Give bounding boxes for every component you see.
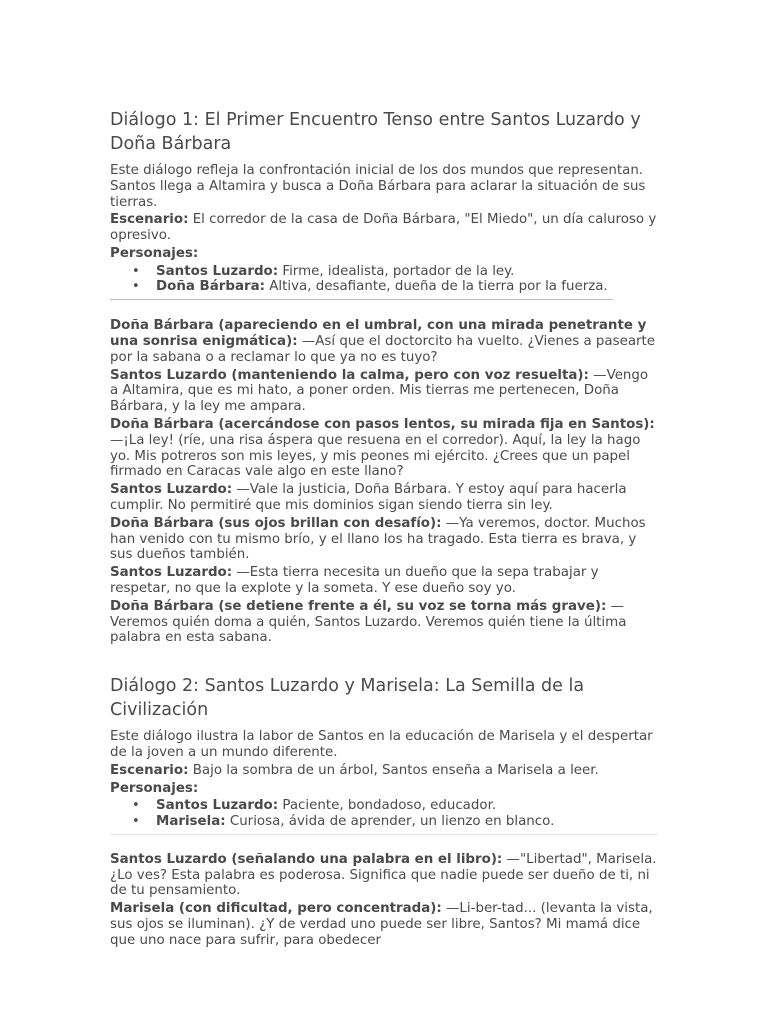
section-1-characters-label: Personajes: — [110, 245, 199, 261]
speaker: Santos Luzardo (señalando una palabra en el libro): — [110, 851, 503, 867]
list-item — [156, 814, 658, 829]
character-name: Doña Bárbara: — [156, 278, 266, 294]
speaker: Santos Luzardo: — [110, 565, 233, 581]
section-2-character-list — [110, 798, 658, 828]
section-2-scene — [110, 763, 658, 779]
character-desc: Curiosa, ávida de aprender, un lienzo en blanco. — [225, 813, 555, 829]
line-text: —"Libertad", Marisela. ¿Lo ves? Esta palabra es poderosa. Significa que nadie puede ser dueño de ti, ni de tu pensamiento. — [110, 851, 657, 899]
list-item — [156, 279, 658, 294]
dialogue-line — [110, 417, 658, 480]
speaker: Doña Bárbara (apareciendo en el umbral, con una mirada penetrante y una sonrisa enigmática): — [110, 318, 647, 349]
section-1-intro: Este diálogo refleja la confrontación inicial de los dos mundos que representan. Santos llega a Altamira y busca a Doña Bárbara para aclarar la situación de sus tierras. — [110, 163, 646, 210]
character-desc: Paciente, bondadoso, educador. — [278, 798, 497, 814]
section-2-characters-label: Personajes: — [110, 780, 199, 796]
character-desc: Firme, idealista, portador de la ley. — [278, 263, 515, 279]
character-name: Santos Luzardo: — [156, 798, 279, 814]
line-text: —Ya veremos, doctor. Muchos han venido con tu mismo brío, y el llano los ha tragado. Esta tierra es brava, y sus dueños también. — [110, 515, 646, 563]
speaker: Santos Luzardo (manteniendo la calma, pero con voz resuelta): — [110, 367, 589, 383]
dialogue-line — [110, 482, 658, 514]
scene-text: Bajo la sombra de un árbol, Santos enseña a Marisela a leer. — [188, 762, 599, 778]
dialogue-line — [110, 368, 658, 415]
line-text: —Vale la justicia, Doña Bárbara. Y estoy aquí para hacerla cumplir. No permitiré que mis dominios sigan siendo tierra sin ley. — [110, 482, 627, 513]
speaker: Doña Bárbara (acercándose con pasos lentos, su mirada fija en Santos): — [110, 416, 655, 432]
section-1-scene — [110, 212, 658, 244]
scene-label: Escenario: — [110, 212, 189, 228]
line-text: —¡La ley! (ríe, una risa áspera que resuena en el corredor). Aquí, la ley la hago yo. Mis potreros son mis leyes, y mis peones mi ejército. ¿Crees que un papel firmado en Caracas vale algo en este llano? — [110, 432, 641, 480]
speaker: Doña Bárbara (sus ojos brillan con desafío): — [110, 515, 442, 531]
dialogue-line — [110, 565, 658, 597]
dialogue-line — [110, 599, 658, 646]
document-page — [110, 108, 658, 951]
section-1-title: Diálogo 1: El Primer Encuentro Tenso entre Santos Luzardo y Doña Bárbara — [110, 110, 641, 154]
section-2-title: Diálogo 2: Santos Luzardo y Marisela: La Semilla de la Civilización — [110, 676, 585, 721]
speaker: Doña Bárbara (se detiene frente a él, su voz se torna más grave): — [110, 598, 607, 614]
scene-label: Escenario: — [110, 762, 189, 778]
line-text: —Li-ber-tad... (levanta la vista, sus ojos se iluminan). ¿Y de verdad uno puede ser libre, Santos? Mi mamá dice que uno nace para sufrir, para obedecer — [110, 901, 653, 948]
line-text: —Esta tierra necesita un dueño que la sepa trabajar y respetar, no que la explote y la someta. Y ese dueño soy yo. — [110, 565, 599, 596]
character-desc: Altiva, desafiante, dueña de la tierra por la fuerza. — [265, 278, 608, 294]
line-text: —Veremos quién doma a quién, Santos Luzardo. Veremos quién tiene la última palabra en esta sabana. — [110, 598, 627, 646]
list-item — [156, 798, 658, 813]
list-item — [156, 264, 658, 279]
dialogue-line — [110, 318, 658, 365]
dialogue-line — [110, 901, 658, 948]
dialogue-line — [110, 516, 658, 563]
line-text: —Así que el doctorcito ha vuelto. ¿Vienes a pasearte por la sabana o a reclamar lo que ya no es tuyo? — [110, 333, 656, 365]
speaker: Marisela (con dificultad, pero concentrada): — [110, 901, 442, 917]
character-name: Marisela: — [156, 813, 226, 829]
scene-text: El corredor de la casa de Doña Bárbara, "El Miedo", un día caluroso y opresivo. — [110, 212, 657, 244]
dialogue-line — [110, 852, 658, 899]
section-1-character-list — [110, 264, 658, 294]
section-2-intro: Este diálogo ilustra la labor de Santos en la educación de Marisela y el despertar de la joven a un mundo diferente. — [110, 729, 653, 760]
character-name: Santos Luzardo: — [156, 263, 279, 279]
line-text: —Vengo a Altamira, que es mi hato, a poner orden. Mis tierras me pertenecen, Doña Bárbara, y la ley me ampara. — [110, 367, 649, 415]
speaker: Santos Luzardo: — [110, 482, 233, 498]
